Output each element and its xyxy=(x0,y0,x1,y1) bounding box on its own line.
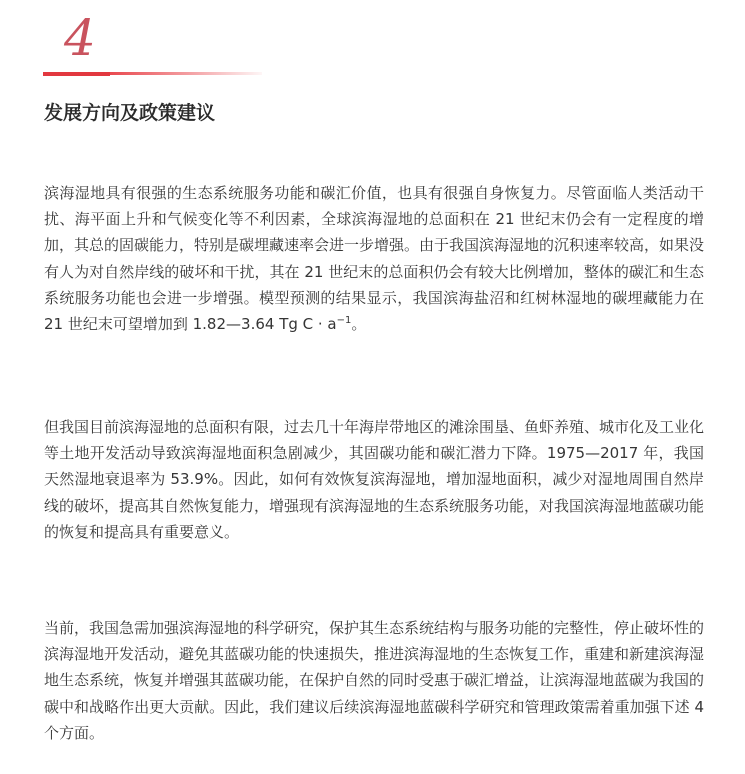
fade-rule xyxy=(110,72,262,75)
section-title: 发展方向及政策建议 xyxy=(44,102,216,124)
accent-rule xyxy=(43,72,110,76)
section-number: 4 xyxy=(64,9,96,67)
paragraph-1-text: 滨海湿地具有很强的生态系统服务功能和碳汇价值，也具有很强自身恢复力。尽管面临人类活动干扰、海平面上升和气候变化等不利因素，全球滨海湿地的总面积在 21 世纪末仍会有一定程度的增加，其总的固碳能力，特别是碳埋藏速率会进一步增强。由于我国滨海湿地的沉积速率较高，如果没有人为对自然岸线的破坏和干扰，其在 21 世纪末的总面积仍会有较大比例增加，整体的碳汇和生态系统服务功能也会进一步增强。模型预测的结果显示，我国滨海盐沼和红树林湿地的碳埋藏能力在 21 世纪末可望增加到 1.82—3.64 Tg C · a xyxy=(44,184,705,334)
paragraph-2: 但我国目前滨海湿地的总面积有限，过去几十年海岸带地区的滩涂围垦、鱼虾养殖、城市化及工业化等土地开发活动导致滨海湿地面积急剧减少，其固碳功能和碳汇潜力下降。1975—2017 年，我国天然湿地衰退率为 53.9%。因此，如何有效恢复滨海湿地，增加湿地面积，减少对湿地周围自然岸线的破坏，提高其自然恢复能力，增强现有滨海湿地的生态系统服务功能，对我国滨海湿地蓝碳功能的恢复和提高具有重要意义。 xyxy=(44,418,705,541)
paragraph-1 xyxy=(44,180,704,337)
paragraph-1-superscript: −1 xyxy=(336,315,352,327)
paragraph-3: 当前，我国急需加强滨海湿地的科学研究，保护其生态系统结构与服务功能的完整性，停止破坏性的滨海湿地开发活动，避免其蓝碳功能的快速损失，推进滨海湿地的生态恢复工作，重建和新建滨海湿地生态系统，恢复并增强其蓝碳功能，在保护自然的同时受惠于碳汇增益，让滨海湿地蓝碳为我国的碳中和战略作出更大贡献。因此，我们建议后续滨海湿地蓝碳科学研究和管理政策需着重加强下述 4 个方面。 xyxy=(44,619,705,742)
paragraph-1-tail: 。 xyxy=(351,315,367,334)
